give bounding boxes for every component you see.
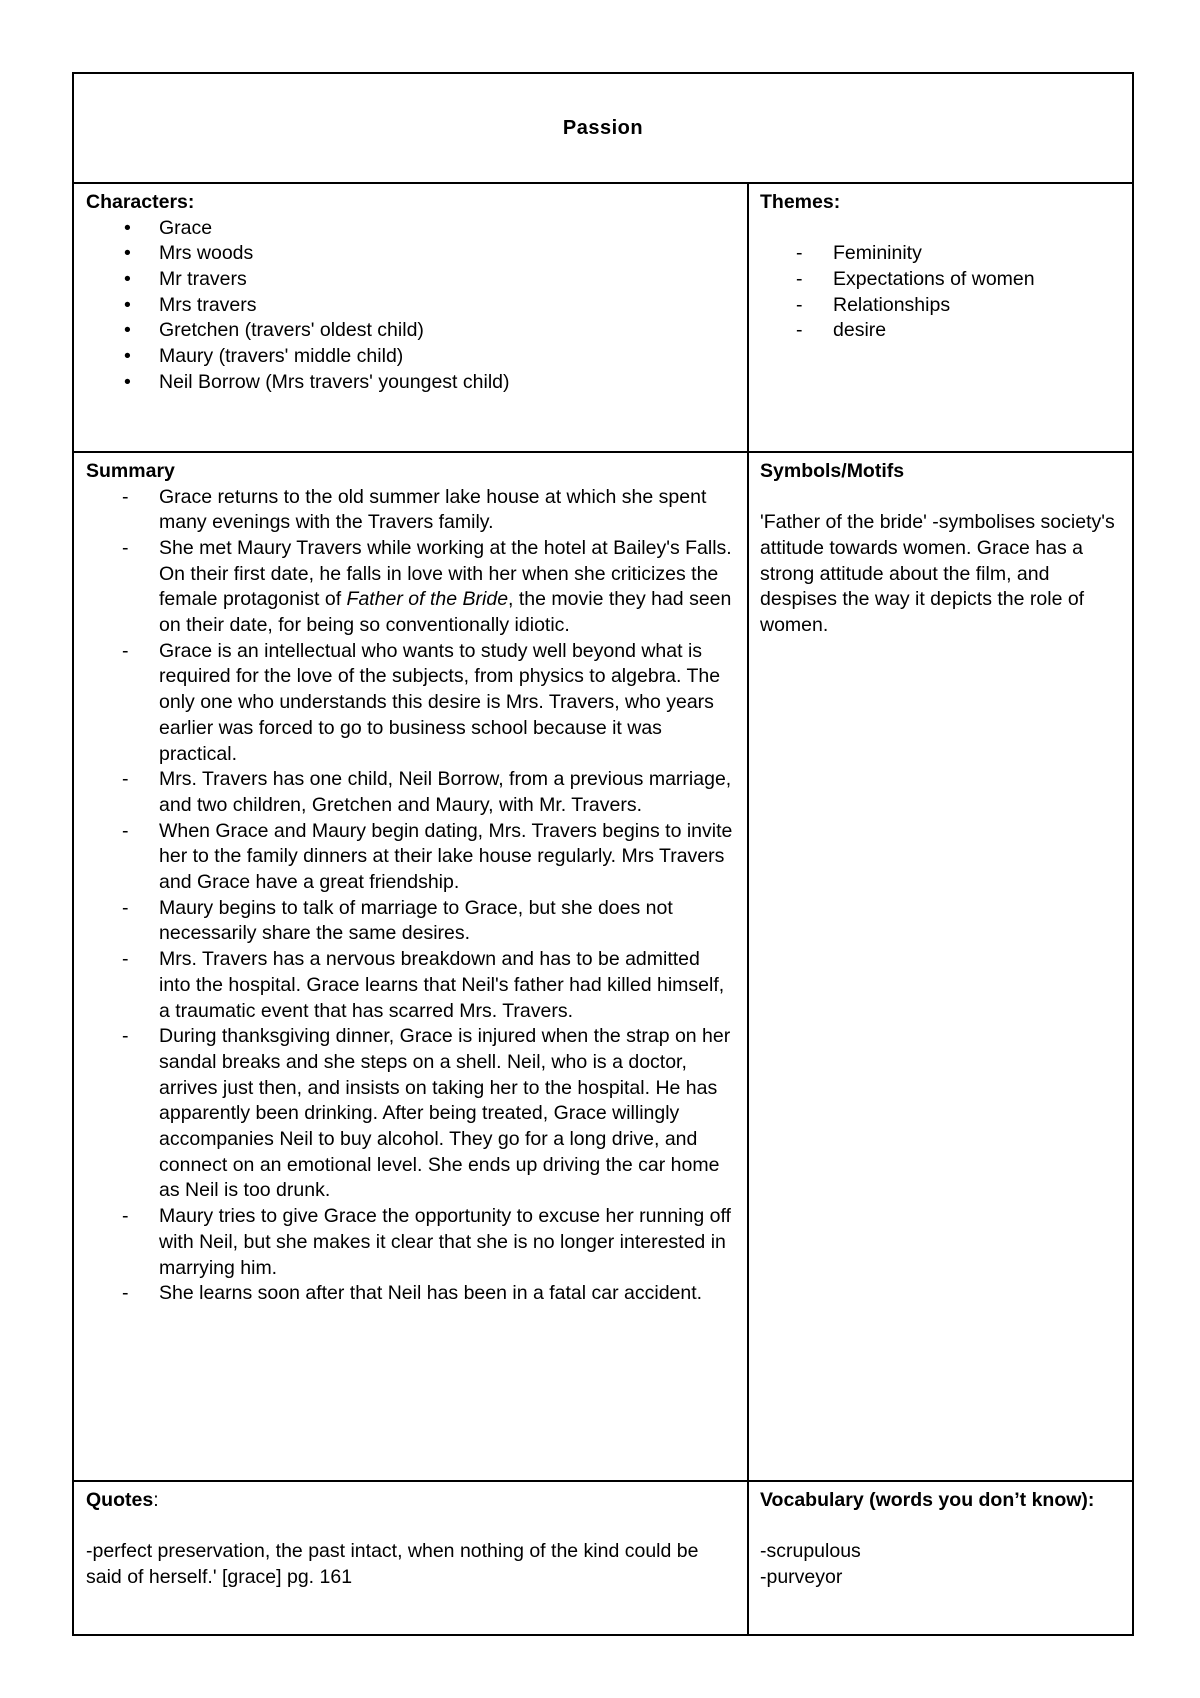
themes-cell (749, 184, 1132, 451)
title-row (74, 74, 1132, 182)
list-item: • Grace (86, 216, 735, 242)
dash-marker: - (122, 1282, 129, 1305)
characters-themes-row (74, 182, 1132, 451)
characters-list (86, 216, 735, 396)
worksheet-table (72, 72, 1134, 1636)
list-item: - When Grace and Maury begin dating, Mrs. Travers begins to invite her to the family dinners at their lake house regularly. Mrs Travers and Grace have a great friendship. (122, 819, 733, 894)
list-item: - Relationships (760, 293, 1121, 319)
bullet-marker: • (124, 267, 131, 290)
vocabulary-word: -purveyor (760, 1565, 843, 1588)
dash-marker: - (122, 948, 129, 971)
bullet-marker: • (124, 293, 131, 316)
themes-list (760, 241, 1121, 344)
list-item: - Maury tries to give Grace the opportunity to excuse her running off with Neil, but she makes it clear that she is no longer interested in marrying him. (122, 1205, 731, 1279)
list-item: - Mrs. Travers has a nervous breakdown and has to be admitted into the hospital. Grace learns that Neil's father had killed himself, a traumatic event that has scarred Mrs. Travers. (122, 948, 725, 1022)
symbols-cell (749, 453, 1132, 1480)
quotes-heading: Quotes: (86, 1489, 159, 1511)
bullet-marker: • (124, 216, 131, 239)
list-item: • Gretchen (travers' oldest child) (86, 318, 735, 344)
dash-marker: - (122, 896, 129, 919)
list-item: - Maury begins to talk of marriage to Grace, but she does not necessarily share the same desires. (122, 896, 673, 945)
vocabulary-cell (749, 1482, 1132, 1634)
symbols-heading: Symbols/Motifs (760, 460, 905, 482)
dash-marker: - (122, 768, 129, 791)
symbols-text: 'Father of the bride' -symbolises society's attitude towards women. Grace has a strong attitude about the film, and despises the way it depicts the role of women. (760, 511, 1115, 636)
page-title: Passion (562, 116, 644, 139)
list-item: • Mrs travers (86, 293, 735, 319)
list-item: • Maury (travers' middle child) (86, 344, 735, 370)
dash-marker: - (796, 267, 803, 290)
summary-list (86, 485, 735, 1308)
bullet-marker: • (124, 370, 131, 393)
quotes-vocabulary-row (74, 1480, 1132, 1634)
list-item: - desire (760, 318, 1121, 344)
list-item: - Grace returns to the old summer lake house at which she spent many evenings with the Travers family. (122, 485, 707, 534)
list-item: - Femininity (760, 241, 1121, 267)
list-item: • Mrs woods (86, 241, 735, 267)
bullet-marker: • (124, 319, 131, 342)
dash-marker: - (122, 1205, 129, 1228)
vocabulary-word: -scrupulous (760, 1540, 861, 1563)
list-item: • Neil Borrow (Mrs travers' youngest child) (86, 370, 735, 396)
list-item: - She learns soon after that Neil has been in a fatal car accident. (86, 1281, 735, 1307)
list-item: - During thanksgiving dinner, Grace is injured when the strap on her sandal breaks and she steps on a shell. Neil, who is a doctor, arrives just then, and insists on taking her to the hospital. He has apparently been drinking. After being treated, Grace willingly accompanies Neil to buy alcohol. They go for a long drive, and connect on an emotional level. She ends up driving the car home as Neil is too drunk. (122, 1025, 731, 1202)
quotes-cell (74, 1482, 749, 1634)
themes-heading: Themes: (760, 191, 841, 213)
summary-symbols-row (74, 451, 1132, 1480)
dash-marker: - (122, 1025, 129, 1048)
characters-heading: Characters: (86, 191, 195, 213)
dash-marker: - (122, 639, 129, 662)
list-item: - Grace is an intellectual who wants to study well beyond what is required for the love of the subjects, from physics to algebra. The only one who understands this desire is Mrs. Travers, who years earlier was forced to go to business school because it was practical. (122, 639, 721, 765)
dash-marker: - (796, 319, 803, 342)
summary-heading: Summary (86, 460, 175, 482)
dash-marker: - (122, 485, 129, 508)
summary-cell (74, 453, 749, 1480)
list-item: - Expectations of women (760, 267, 1121, 293)
quote-text: -perfect preservation, the past intact, when nothing of the kind could be said of herself.' [grace] pg. 161 (86, 1540, 699, 1588)
dash-marker: - (796, 293, 803, 316)
film-title: Father of the Bride (346, 588, 509, 611)
vocabulary-heading: Vocabulary (words you don’t know): (760, 1489, 1095, 1511)
dash-marker: - (122, 536, 129, 559)
list-item: • Mr travers (86, 267, 735, 293)
bullet-marker: • (124, 242, 131, 265)
dash-marker: - (796, 242, 803, 265)
dash-marker: - (122, 819, 129, 842)
bullet-marker: • (124, 345, 131, 368)
list-item: - She met Maury Travers while working at the hotel at Bailey's Falls. On their first date, he falls in love with her when she criticizes the female protagonist of Father of the Bride, the movie they had seen on their date, for being so conventionally idiotic. (122, 536, 732, 637)
list-item: - Mrs. Travers has one child, Neil Borrow, from a previous marriage, and two children, Gretchen and Maury, with Mr. Travers. (122, 768, 732, 816)
characters-cell (74, 184, 749, 451)
